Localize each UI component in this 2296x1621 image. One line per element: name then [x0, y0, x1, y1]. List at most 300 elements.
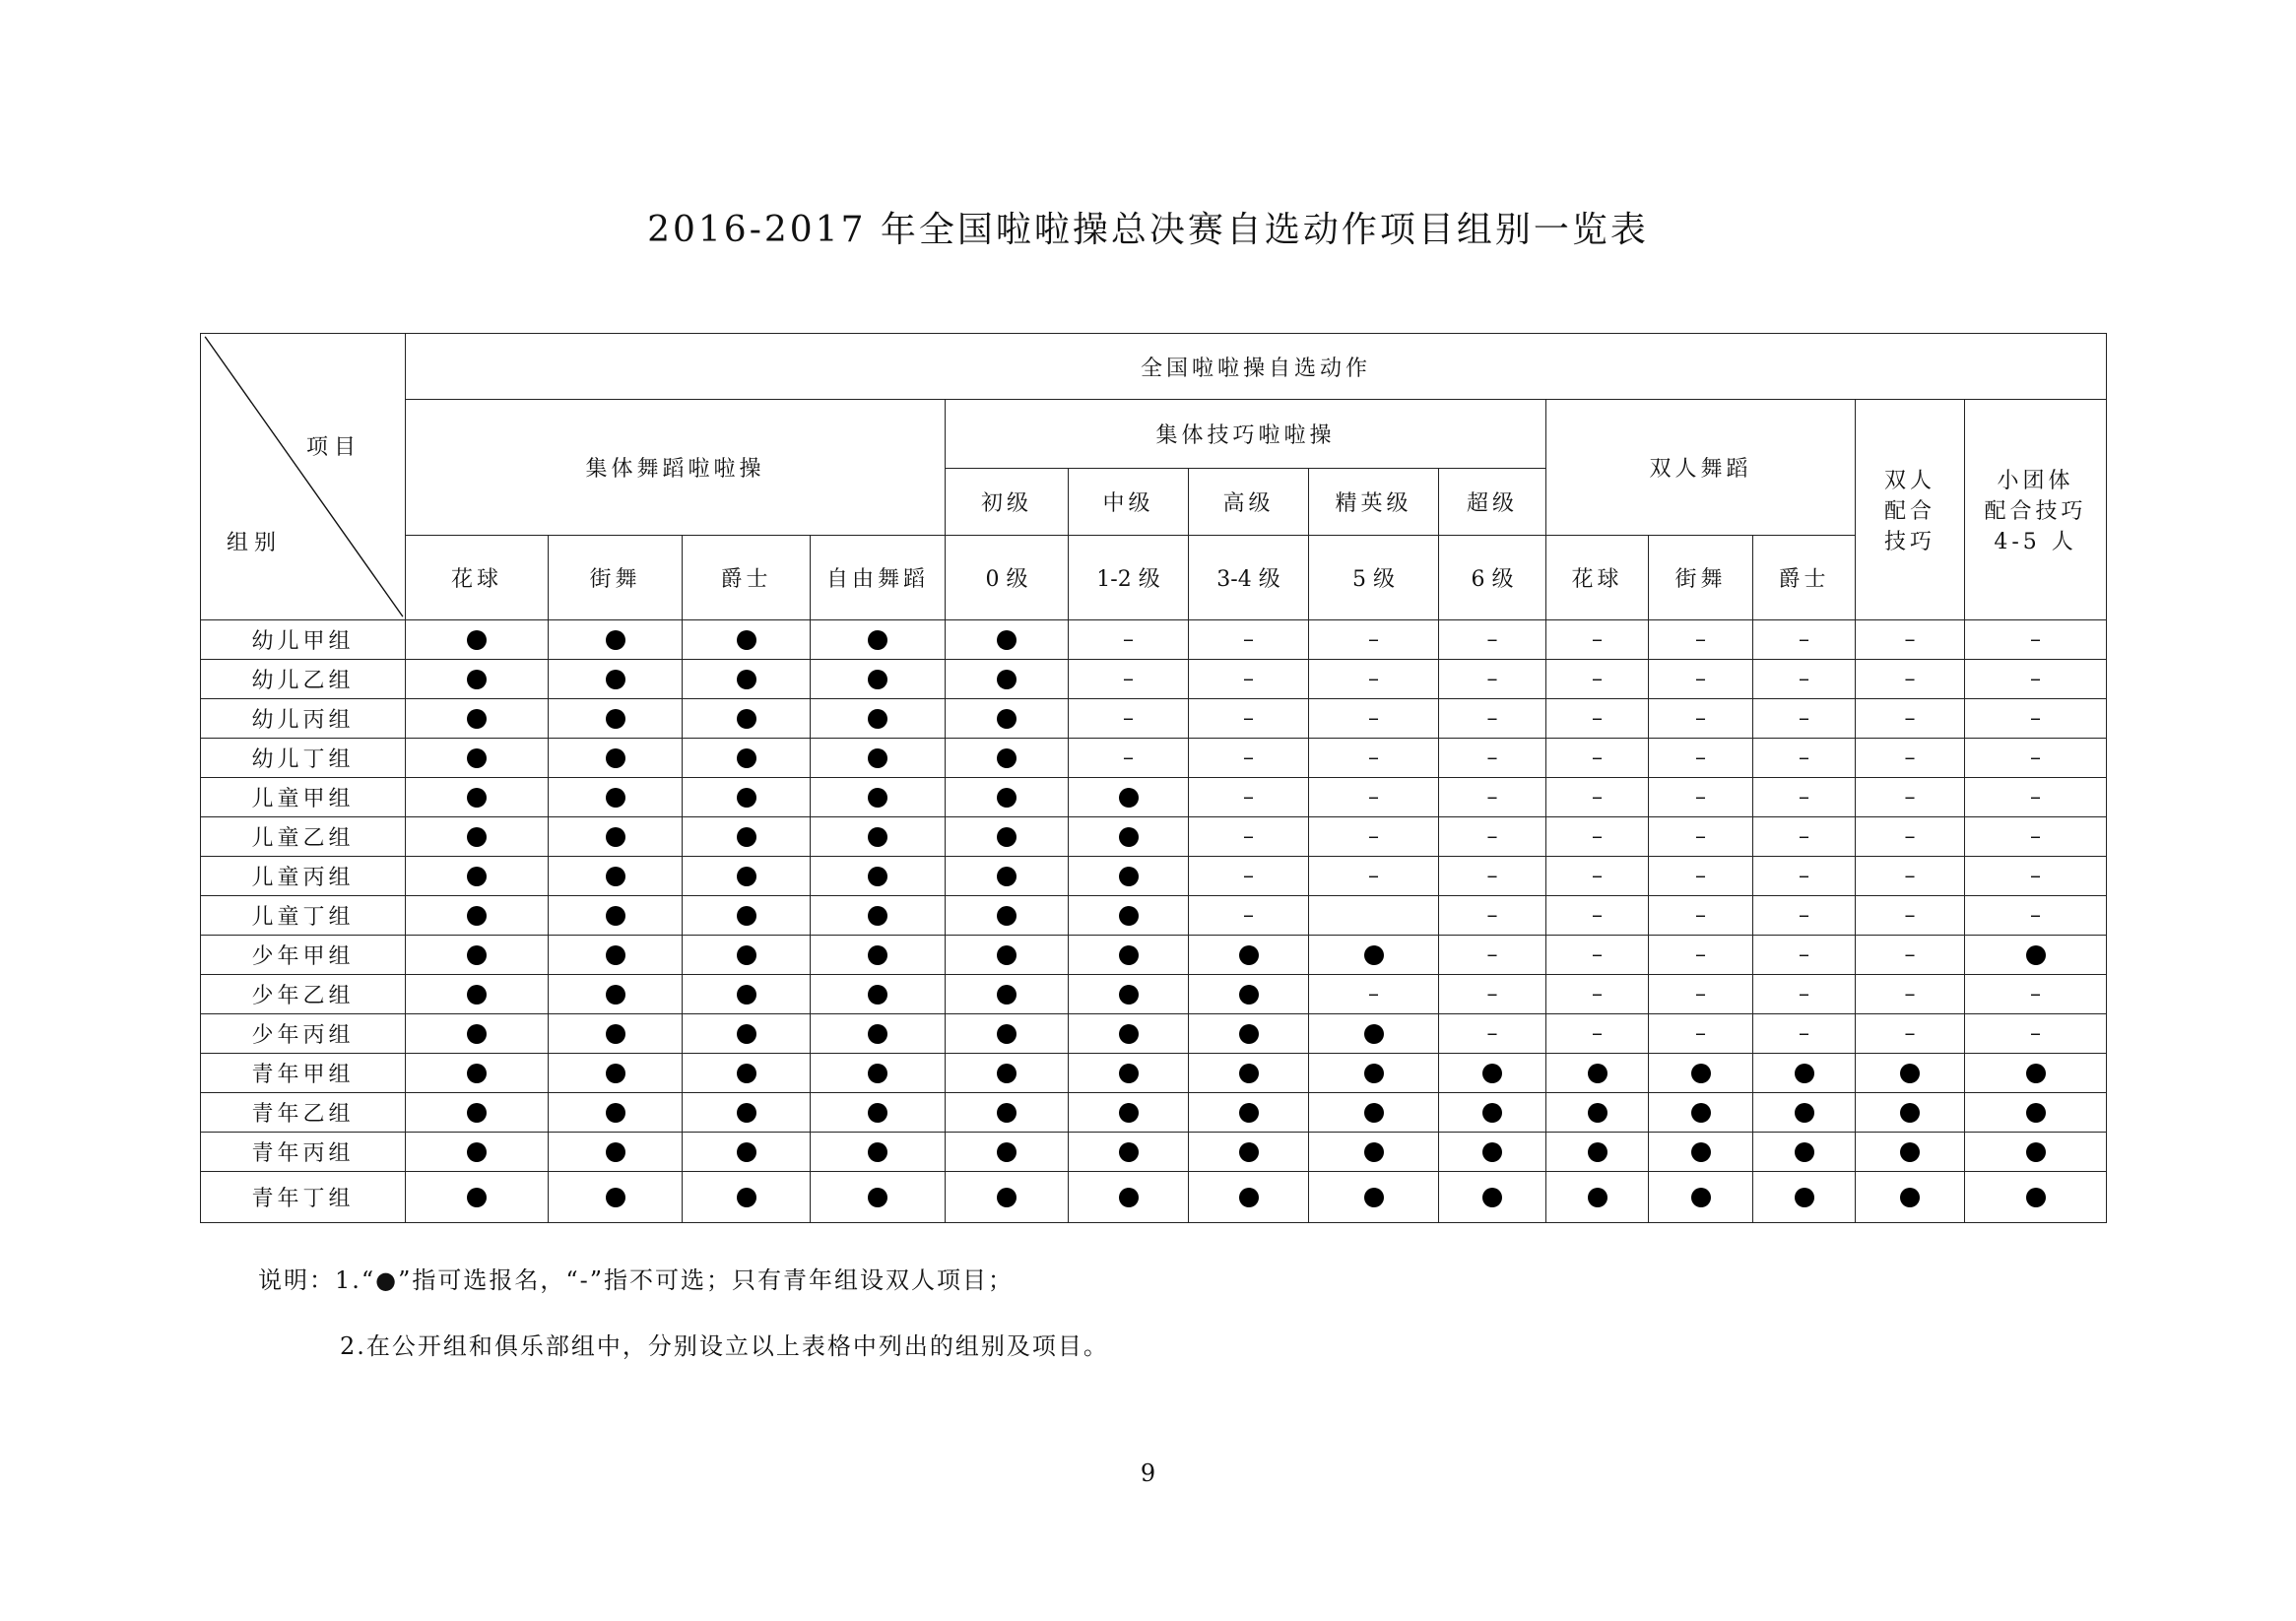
- available-cell: [1189, 1133, 1309, 1172]
- unavailable-dash: –: [2030, 982, 2042, 1006]
- available-dot: [467, 748, 487, 768]
- available-cell: [1069, 1014, 1189, 1054]
- unavailable-dash: –: [1904, 903, 1916, 928]
- unavailable-cell: [1753, 620, 1856, 660]
- available-dot: [606, 788, 625, 808]
- row-label: 少年甲组: [201, 936, 406, 975]
- unavailable-dash: –: [1592, 627, 1603, 652]
- available-dot: [1239, 1103, 1259, 1123]
- available-dot: [868, 630, 887, 650]
- available-cell: [406, 620, 549, 660]
- row-label: 儿童甲组: [201, 778, 406, 817]
- unavailable-dash: –: [2030, 706, 2042, 731]
- available-dot: [868, 788, 887, 808]
- available-cell: [1856, 1093, 1965, 1133]
- table-row: [201, 817, 2107, 857]
- unavailable-dash: –: [1695, 824, 1706, 849]
- unavailable-cell: [1309, 620, 1439, 660]
- available-cell: [1309, 1054, 1439, 1093]
- available-dot: [1239, 985, 1259, 1005]
- unavailable-cell: [1965, 739, 2107, 778]
- available-dot: [1588, 1064, 1607, 1083]
- available-dot: [997, 906, 1017, 926]
- unavailable-cell: [1546, 896, 1649, 936]
- available-cell: [811, 936, 946, 975]
- unavailable-cell: [1856, 778, 1965, 817]
- available-dot: [606, 1142, 625, 1162]
- available-dot: [1364, 1188, 1384, 1207]
- unavailable-cell: [1856, 660, 1965, 699]
- available-dot: [467, 1064, 487, 1083]
- header-group-skill: 集体技巧啦啦操: [946, 400, 1546, 469]
- unavailable-dash: –: [1592, 746, 1603, 770]
- unavailable-cell: [1546, 975, 1649, 1014]
- available-cell: [1965, 1054, 2107, 1093]
- unavailable-dash: –: [1368, 746, 1379, 770]
- available-cell: [946, 739, 1069, 778]
- available-dot: [2026, 1064, 2046, 1083]
- unavailable-dash: –: [1799, 667, 1809, 691]
- row-label: 儿童丙组: [201, 857, 406, 896]
- available-dot: [1239, 945, 1259, 965]
- unavailable-dash: –: [1904, 1021, 1916, 1046]
- available-dot: [868, 748, 887, 768]
- available-cell: [1189, 975, 1309, 1014]
- header-level: 中级: [1069, 469, 1189, 536]
- header-pair-skill-line: 技巧: [1883, 530, 1935, 554]
- available-dot: [868, 1142, 887, 1162]
- available-cell: [683, 620, 811, 660]
- available-dot: [1482, 1188, 1502, 1207]
- unavailable-dash: –: [1243, 903, 1254, 928]
- available-dot: [467, 1103, 487, 1123]
- header-column: 6 级: [1439, 536, 1546, 620]
- available-cell: [406, 1133, 549, 1172]
- header-level: 精英级: [1309, 469, 1439, 536]
- available-dot: [1119, 867, 1139, 886]
- unavailable-dash: –: [1368, 627, 1379, 652]
- header-column: 5 级: [1309, 536, 1439, 620]
- unavailable-cell: [1649, 896, 1753, 936]
- unavailable-dash: –: [1243, 864, 1254, 888]
- header-group-pair-dance: 双人舞蹈: [1546, 400, 1856, 536]
- available-cell: [406, 1093, 549, 1133]
- row-label: 青年甲组: [201, 1054, 406, 1093]
- available-dot: [868, 670, 887, 689]
- table-row: [201, 1133, 2107, 1172]
- available-cell: [811, 1133, 946, 1172]
- row-label: 儿童丁组: [201, 896, 406, 936]
- available-dot: [467, 945, 487, 965]
- available-dot: [606, 827, 625, 847]
- table-row: [201, 896, 2107, 936]
- available-cell: [1546, 1054, 1649, 1093]
- unavailable-dash: –: [1904, 627, 1916, 652]
- unavailable-dash: –: [1799, 706, 1809, 731]
- available-dot: [868, 1024, 887, 1044]
- available-dot: [1900, 1188, 1920, 1207]
- available-cell: [946, 896, 1069, 936]
- unavailable-dash: –: [1799, 824, 1809, 849]
- header-column: 花球: [406, 536, 549, 620]
- available-dot: [1795, 1142, 1814, 1162]
- available-dot: [1119, 1103, 1139, 1123]
- available-cell: [683, 778, 811, 817]
- available-dot: [467, 670, 487, 689]
- available-cell: [1189, 936, 1309, 975]
- unavailable-dash: –: [1799, 746, 1809, 770]
- available-dot: [467, 1188, 487, 1207]
- unavailable-cell: [1439, 660, 1546, 699]
- available-cell: [406, 739, 549, 778]
- unavailable-cell: [1965, 699, 2107, 739]
- available-cell: [1965, 1093, 2107, 1133]
- unavailable-dash: –: [1368, 864, 1379, 888]
- available-dot: [737, 670, 756, 689]
- available-dot: [1119, 1142, 1139, 1162]
- unavailable-dash: –: [1368, 785, 1379, 810]
- table-row: [201, 778, 2107, 817]
- available-dot: [1900, 1103, 1920, 1123]
- unavailable-cell: [1753, 936, 1856, 975]
- unavailable-dash: –: [1486, 667, 1498, 691]
- available-dot: [467, 630, 487, 650]
- available-cell: [683, 1172, 811, 1223]
- available-cell: [1649, 1133, 1753, 1172]
- available-cell: [1965, 936, 2107, 975]
- unavailable-dash: –: [1243, 706, 1254, 731]
- available-cell: [406, 1014, 549, 1054]
- available-dot: [2026, 1103, 2046, 1123]
- available-dot: [997, 985, 1017, 1005]
- header-column: 爵士: [683, 536, 811, 620]
- page-number: 9: [1140, 1459, 1156, 1487]
- unavailable-dash: –: [1799, 1021, 1809, 1046]
- available-dot: [737, 1103, 756, 1123]
- unavailable-dash: –: [1695, 667, 1706, 691]
- available-cell: [683, 699, 811, 739]
- unavailable-dash: –: [2030, 903, 2042, 928]
- unavailable-cell: [1856, 699, 1965, 739]
- unavailable-cell: [1856, 936, 1965, 975]
- unavailable-dash: –: [1486, 785, 1498, 810]
- available-cell: [1753, 1133, 1856, 1172]
- available-cell: [1069, 936, 1189, 975]
- unavailable-cell: [1856, 739, 1965, 778]
- available-cell: [811, 660, 946, 699]
- available-dot: [1364, 1142, 1384, 1162]
- unavailable-cell: [1439, 896, 1546, 936]
- unavailable-dash: –: [1695, 746, 1706, 770]
- available-dot: [997, 630, 1017, 650]
- available-cell: [1439, 1133, 1546, 1172]
- available-dot: [868, 985, 887, 1005]
- available-cell: [683, 936, 811, 975]
- header-column: 街舞: [1649, 536, 1753, 620]
- available-cell: [549, 778, 683, 817]
- available-dot: [1482, 1142, 1502, 1162]
- available-dot: [737, 788, 756, 808]
- unavailable-cell: [1965, 857, 2107, 896]
- available-cell: [811, 699, 946, 739]
- available-cell: [946, 1054, 1069, 1093]
- available-dot: [1239, 1188, 1259, 1207]
- available-cell: [1189, 1172, 1309, 1223]
- available-cell: [1965, 1133, 2107, 1172]
- header-column: 爵士: [1753, 536, 1856, 620]
- available-cell: [549, 896, 683, 936]
- unavailable-dash: –: [1592, 942, 1603, 967]
- table-row: [201, 739, 2107, 778]
- unavailable-dash: –: [1486, 627, 1498, 652]
- table-row: [201, 699, 2107, 739]
- available-cell: [946, 975, 1069, 1014]
- table-row: [201, 857, 2107, 896]
- available-cell: [946, 620, 1069, 660]
- unavailable-dash: –: [1123, 706, 1134, 731]
- unavailable-dash: –: [1592, 785, 1603, 810]
- unavailable-cell: [1649, 975, 1753, 1014]
- unavailable-cell: [1546, 1014, 1649, 1054]
- available-dot: [1691, 1142, 1711, 1162]
- available-cell: [549, 1093, 683, 1133]
- table-row: [201, 660, 2107, 699]
- unavailable-dash: –: [1486, 982, 1498, 1006]
- available-cell: [683, 660, 811, 699]
- unavailable-cell: [1856, 817, 1965, 857]
- available-dot: [1119, 985, 1139, 1005]
- available-cell: [1649, 1172, 1753, 1223]
- available-cell: [549, 936, 683, 975]
- available-dot: [606, 1024, 625, 1044]
- unavailable-cell: [1965, 896, 2107, 936]
- unavailable-dash: –: [1799, 942, 1809, 967]
- unavailable-cell: [1189, 778, 1309, 817]
- row-label: 少年乙组: [201, 975, 406, 1014]
- unavailable-cell: [1649, 857, 1753, 896]
- available-cell: [811, 975, 946, 1014]
- available-dot: [737, 945, 756, 965]
- available-cell: [549, 1054, 683, 1093]
- available-dot: [997, 1103, 1017, 1123]
- unavailable-cell: [1309, 660, 1439, 699]
- available-dot: [868, 1188, 887, 1207]
- available-dot: [737, 985, 756, 1005]
- unavailable-cell: [1439, 817, 1546, 857]
- available-cell: [1069, 817, 1189, 857]
- unavailable-dash: –: [1243, 746, 1254, 770]
- unavailable-dash: –: [1799, 627, 1809, 652]
- unavailable-dash: –: [1695, 627, 1706, 652]
- available-cell: [683, 857, 811, 896]
- unavailable-cell: [1546, 857, 1649, 896]
- available-cell: [1069, 1172, 1189, 1223]
- available-cell: [549, 1172, 683, 1223]
- available-cell: [683, 739, 811, 778]
- unavailable-cell: [1753, 857, 1856, 896]
- unavailable-dash: –: [2030, 667, 2042, 691]
- available-cell: [1856, 1054, 1965, 1093]
- available-dot: [467, 788, 487, 808]
- available-dot: [737, 748, 756, 768]
- available-cell: [1309, 1093, 1439, 1133]
- table-row: [201, 1093, 2107, 1133]
- unavailable-cell: [1439, 857, 1546, 896]
- available-dot: [868, 945, 887, 965]
- available-dot: [1364, 1064, 1384, 1083]
- unavailable-dash: –: [1243, 785, 1254, 810]
- unavailable-cell: [1069, 620, 1189, 660]
- header-column: 自由舞蹈: [811, 536, 946, 620]
- available-cell: [1069, 1133, 1189, 1172]
- unavailable-dash: –: [1486, 1021, 1498, 1046]
- available-dot: [868, 827, 887, 847]
- available-cell: [549, 817, 683, 857]
- available-cell: [1753, 1172, 1856, 1223]
- available-cell: [406, 936, 549, 975]
- row-label: 幼儿丁组: [201, 739, 406, 778]
- header-column: 0 级: [946, 536, 1069, 620]
- header-pair-skill: [1856, 400, 1965, 620]
- available-cell: [1965, 1172, 2107, 1223]
- available-cell: [811, 739, 946, 778]
- available-cell: [1546, 1093, 1649, 1133]
- available-dot: [997, 788, 1017, 808]
- unavailable-cell: [1439, 1014, 1546, 1054]
- available-dot: [1482, 1064, 1502, 1083]
- empty-cell: [1309, 896, 1439, 936]
- available-cell: [811, 817, 946, 857]
- unavailable-cell: [1965, 660, 2107, 699]
- available-dot: [997, 1188, 1017, 1207]
- available-cell: [1856, 1133, 1965, 1172]
- unavailable-dash: –: [1368, 706, 1379, 731]
- unavailable-cell: [1649, 1014, 1753, 1054]
- available-cell: [406, 660, 549, 699]
- available-dot: [467, 985, 487, 1005]
- unavailable-cell: [1753, 699, 1856, 739]
- unavailable-cell: [1856, 620, 1965, 660]
- available-dot: [1239, 1064, 1259, 1083]
- row-label: 青年丁组: [201, 1172, 406, 1223]
- unavailable-dash: –: [1486, 903, 1498, 928]
- available-cell: [1069, 1054, 1189, 1093]
- corner-cell: [201, 334, 406, 620]
- available-cell: [406, 778, 549, 817]
- available-cell: [549, 1133, 683, 1172]
- unavailable-dash: –: [1695, 942, 1706, 967]
- unavailable-dash: –: [1904, 785, 1916, 810]
- table-row: [201, 975, 2107, 1014]
- unavailable-dash: –: [1904, 982, 1916, 1006]
- available-cell: [683, 817, 811, 857]
- unavailable-cell: [1439, 936, 1546, 975]
- available-dot: [467, 827, 487, 847]
- header-column: 3-4 级: [1189, 536, 1309, 620]
- available-cell: [946, 1093, 1069, 1133]
- unavailable-cell: [1649, 778, 1753, 817]
- unavailable-cell: [1309, 857, 1439, 896]
- available-dot: [1119, 945, 1139, 965]
- available-dot: [737, 867, 756, 886]
- available-cell: [811, 1093, 946, 1133]
- unavailable-dash: –: [1592, 667, 1603, 691]
- available-dot: [467, 709, 487, 729]
- available-dot: [997, 945, 1017, 965]
- available-dot: [1364, 1024, 1384, 1044]
- header-column: 1-2 级: [1069, 536, 1189, 620]
- available-dot: [737, 1188, 756, 1207]
- available-cell: [1069, 896, 1189, 936]
- available-dot: [1119, 906, 1139, 926]
- available-cell: [811, 1014, 946, 1054]
- unavailable-dash: –: [1695, 982, 1706, 1006]
- note-line-1: 说明：1.“●”指可选报名，“-”指不可选；只有青年组设双人项目；: [258, 1266, 1015, 1294]
- unavailable-cell: [1069, 699, 1189, 739]
- available-dot: [606, 945, 625, 965]
- unavailable-dash: –: [1368, 982, 1379, 1006]
- available-cell: [1546, 1133, 1649, 1172]
- available-dot: [606, 867, 625, 886]
- unavailable-cell: [1649, 660, 1753, 699]
- table-row: [201, 1014, 2107, 1054]
- available-dot: [1588, 1142, 1607, 1162]
- available-cell: [1069, 778, 1189, 817]
- unavailable-dash: –: [1904, 942, 1916, 967]
- table-row: [201, 1054, 2107, 1093]
- available-cell: [1069, 857, 1189, 896]
- unavailable-cell: [1546, 778, 1649, 817]
- unavailable-cell: [1753, 975, 1856, 1014]
- available-dot: [1900, 1064, 1920, 1083]
- available-cell: [406, 817, 549, 857]
- available-dot: [997, 827, 1017, 847]
- available-cell: [946, 936, 1069, 975]
- available-dot: [1691, 1188, 1711, 1207]
- unavailable-dash: –: [1123, 746, 1134, 770]
- available-dot: [868, 709, 887, 729]
- unavailable-dash: –: [1486, 706, 1498, 731]
- header-small-group-line: 小团体: [1997, 469, 2074, 493]
- unavailable-dash: –: [1904, 667, 1916, 691]
- available-cell: [946, 660, 1069, 699]
- unavailable-dash: –: [1799, 864, 1809, 888]
- available-dot: [606, 1103, 625, 1123]
- unavailable-dash: –: [1904, 824, 1916, 849]
- available-cell: [1753, 1093, 1856, 1133]
- unavailable-dash: –: [1243, 667, 1254, 691]
- unavailable-dash: –: [1592, 706, 1603, 731]
- available-cell: [549, 660, 683, 699]
- available-dot: [606, 630, 625, 650]
- available-cell: [811, 778, 946, 817]
- unavailable-cell: [1546, 817, 1649, 857]
- unavailable-dash: –: [1799, 903, 1809, 928]
- unavailable-cell: [1965, 778, 2107, 817]
- available-cell: [946, 1133, 1069, 1172]
- unavailable-dash: –: [2030, 627, 2042, 652]
- available-dot: [868, 1103, 887, 1123]
- available-cell: [946, 817, 1069, 857]
- available-dot: [997, 709, 1017, 729]
- unavailable-cell: [1189, 857, 1309, 896]
- available-dot: [606, 709, 625, 729]
- unavailable-cell: [1439, 975, 1546, 1014]
- unavailable-cell: [1965, 1014, 2107, 1054]
- unavailable-cell: [1439, 739, 1546, 778]
- header-column: 花球: [1546, 536, 1649, 620]
- available-dot: [1691, 1064, 1711, 1083]
